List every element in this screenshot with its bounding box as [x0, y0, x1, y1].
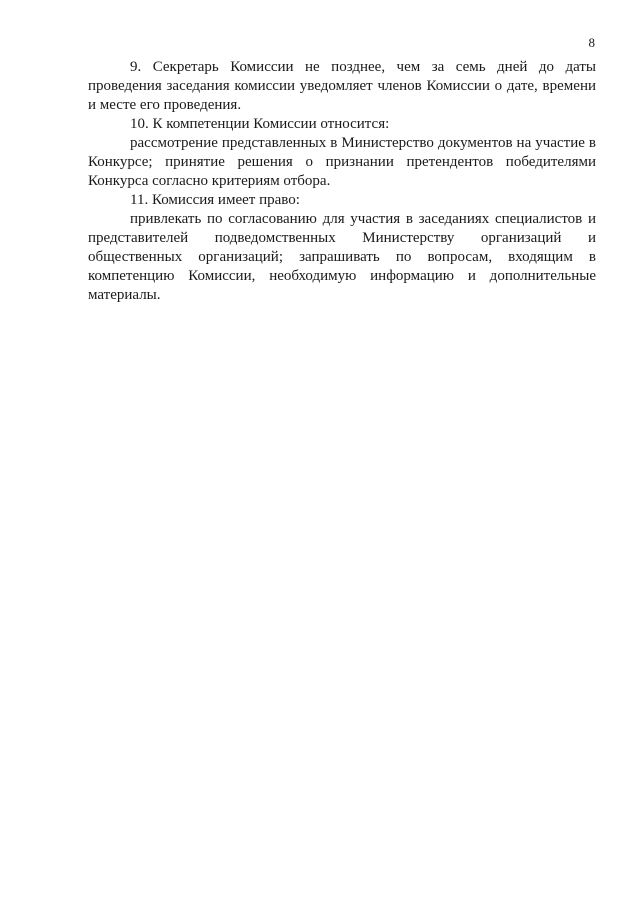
- paragraph-10-body: рассмотрение представленных в Министерство документов на участие в Конкурсе; принятие решения о признании претендентов победителями Конкурса согласно критериям отбора.: [88, 135, 596, 189]
- page-number: 8: [588, 35, 595, 50]
- paragraph-11-body: привлекать по согласованию для участия в заседаниях специалистов и представителей подведомственных Министерству организаций и общественных организаций; запрашивать по вопросам, входящим в компетенцию Комиссии, необходимую информацию и дополнительные материалы.: [88, 211, 596, 303]
- paragraph-9: 9. Секретарь Комиссии не позднее, чем за семь дней до даты проведения заседания комиссии уведомляет членов Комиссии о дате, времени и месте его проведения.: [88, 59, 596, 113]
- paragraph-10-heading: 10. К компетенции Комиссии относится:: [130, 116, 390, 132]
- document-body: [88, 58, 596, 305]
- paragraph-11-heading: 11. Комиссия имеет право:: [130, 192, 300, 208]
